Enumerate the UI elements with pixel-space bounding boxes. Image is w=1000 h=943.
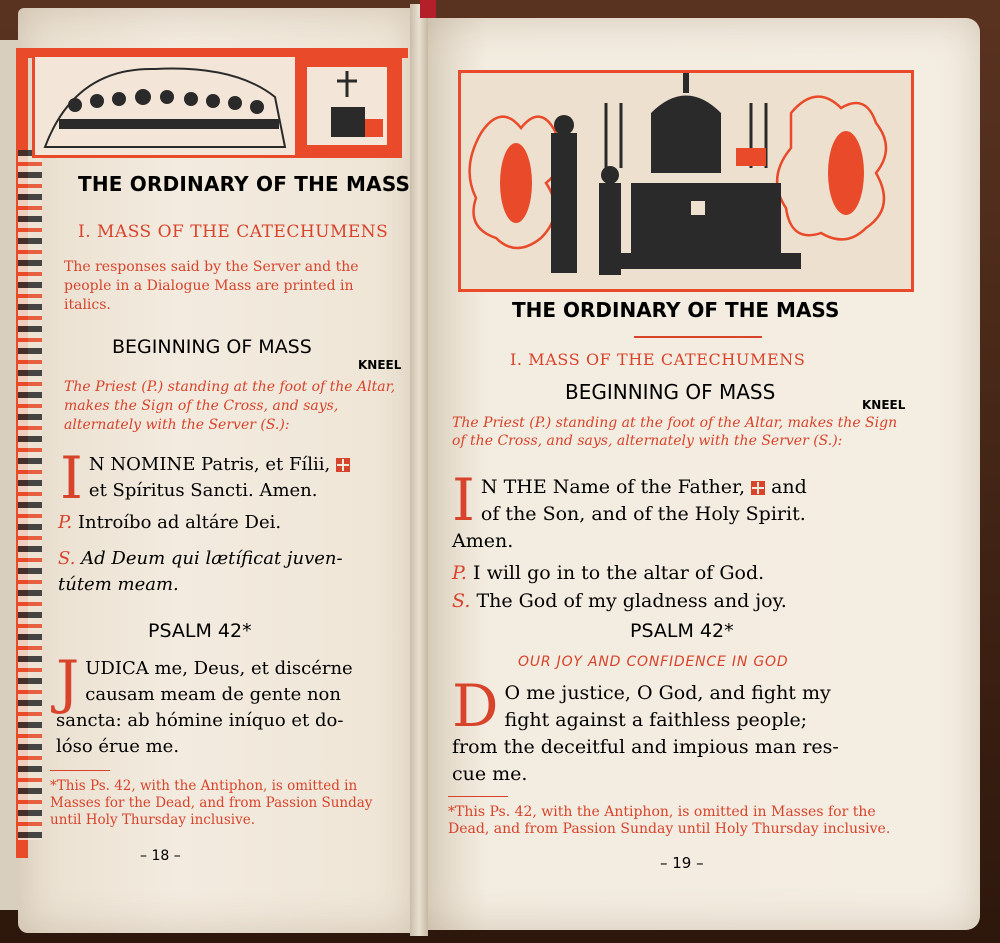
left-footnote-rule (50, 770, 110, 771)
left-section-heading: I. MASS OF THE CATECHUMENS (78, 222, 389, 242)
left-line1a: N NOMINE Patris, et Fílii, (88, 454, 331, 475)
left-psalm-b: causam meam de gente non (85, 684, 341, 705)
altar-drawing (461, 73, 911, 289)
right-dropcap-i: I (452, 466, 475, 534)
left-page-number: – 18 – (140, 848, 181, 864)
left-psalm-d: lóso érue me. (56, 736, 180, 757)
left-dropcap-j: J (56, 648, 80, 716)
right-s-text: The God of my gladness and joy. (476, 590, 787, 612)
right-s-label: S. (452, 590, 471, 612)
last-supper-illustration (32, 54, 402, 158)
right-psalm-text (452, 672, 918, 788)
right-title-rule (634, 336, 762, 338)
left-dropcap-i: I (60, 444, 83, 512)
right-line1c: Amen. (452, 530, 514, 552)
left-side-illustration (18, 150, 42, 840)
left-beginning-heading: BEGINNING OF MASS (112, 336, 312, 358)
left-kneel-label: KNEEL (358, 358, 402, 372)
right-p-label: P. (452, 562, 467, 584)
cross-icon (751, 481, 765, 495)
right-p-text: I will go in to the altar of God. (473, 562, 765, 584)
right-psalm-c: from the deceitful and impious man res- (452, 736, 839, 758)
cross-icon (336, 458, 350, 472)
left-psalm-c: sancta: ab hómine iníquo et do- (56, 710, 344, 731)
right-psalm-subtitle: OUR JOY AND CONFIDENCE IN GOD (518, 654, 789, 670)
left-p-label: P. (58, 512, 73, 533)
last-supper-drawing (35, 57, 399, 155)
left-s-label: S. (58, 548, 76, 569)
left-psalm-text (56, 648, 401, 760)
right-section-heading: I. MASS OF THE CATECHUMENS (510, 350, 806, 369)
right-psalm-b: fight against a faithless people; (504, 709, 808, 731)
right-beginning-heading: BEGINNING OF MASS (565, 380, 776, 404)
left-p-text: Introíbo ad altáre Dei. (77, 512, 282, 533)
right-footnote-rule (448, 796, 508, 797)
right-rubric: The Priest (P.) standing at the foot of the Altar, makes the Sign of the Cross, and says, alternately with the Server (S.): (452, 415, 898, 449)
book-gutter (410, 4, 428, 936)
left-footnote: *This Ps. 42, with the Antiphon, is omitted in Masses for the Dead, and from Passion Sunday until Holy Thursday inclusive. (50, 778, 373, 828)
left-p-line (58, 510, 281, 536)
right-p-line (452, 560, 764, 587)
right-psalm-d: cue me. (452, 763, 528, 785)
left-s-text-a: Ad Deum qui lætíficat juven- (81, 548, 343, 569)
right-title: THE ORDINARY OF THE MASS (512, 298, 840, 322)
left-s-text-b: tútem meam. (58, 574, 179, 595)
left-line1b: et Spíritus Sancti. Amen. (88, 480, 318, 501)
right-dropcap-d: D (452, 672, 499, 740)
left-title: THE ORDINARY OF THE MASS (78, 172, 411, 196)
right-kneel-label: KNEEL (862, 398, 906, 412)
ribbon-bookmark (420, 0, 436, 18)
altar-illustration (458, 70, 914, 292)
right-line1b: of the Son, and of the Holy Spirit. (480, 503, 806, 525)
left-s-line (58, 546, 403, 598)
left-intro-text: The responses said by the Server and the people in a Dialogue Mass are printed in italics. (64, 259, 359, 313)
right-in-the-name (452, 466, 918, 555)
left-in-nomine (60, 444, 400, 512)
left-psalm-a: UDICA me, Deus, et discérne (85, 658, 353, 679)
right-page-number: – 19 – (660, 854, 704, 872)
right-footnote: *This Ps. 42, with the Antiphon, is omitted in Masses for the Dead, and from Passion Sunday until Holy Thursday inclusive. (448, 804, 891, 837)
right-s-line (452, 588, 787, 615)
right-psalm-a: O me justice, O God, and fight my (504, 682, 831, 704)
right-psalm-heading: PSALM 42* (630, 620, 734, 642)
right-line1a2: and (771, 476, 807, 498)
left-psalm-heading: PSALM 42* (148, 620, 252, 642)
left-rubric: The Priest (P.) standing at the foot of the Altar, makes the Sign of the Cross, and says, alternately with the Server (S.): (64, 379, 396, 433)
right-line1a: N THE Name of the Father, (480, 476, 746, 498)
